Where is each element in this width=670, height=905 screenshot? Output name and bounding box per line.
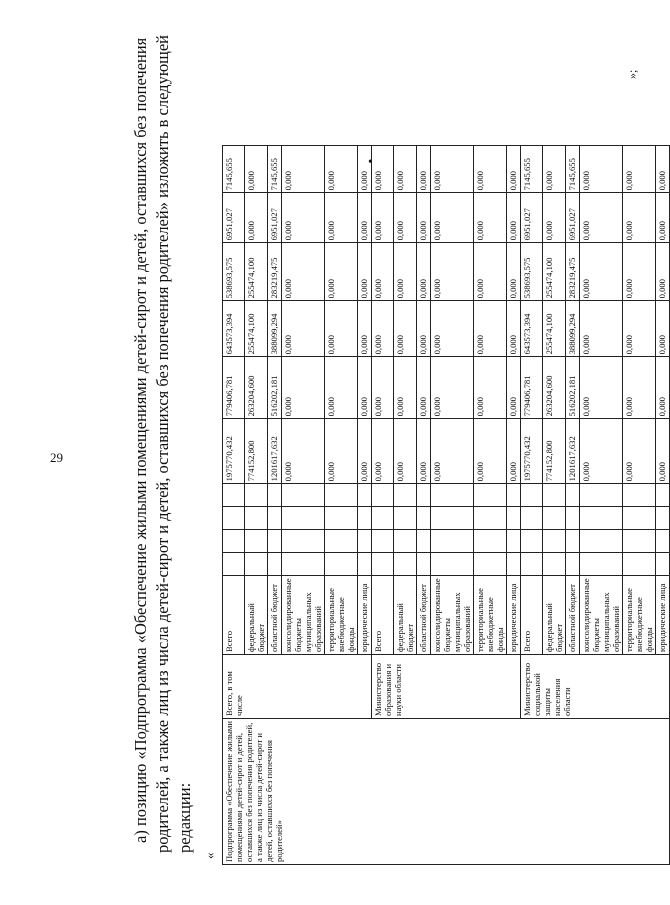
- empty-cell: [223, 530, 245, 553]
- value-cell: 1201617,632: [268, 419, 282, 484]
- value-cell: 0,000: [417, 419, 431, 484]
- value-cell: 0,000: [623, 419, 656, 484]
- value-cell: 0,000: [431, 357, 474, 419]
- value-cell: 388099,294: [268, 301, 282, 357]
- funding-source-cell: юридические лица: [656, 576, 670, 655]
- value-cell: 516202,181: [566, 357, 580, 419]
- empty-cell: [223, 553, 245, 576]
- funding-source-cell: территориальные внебюджетные фонды: [474, 576, 507, 655]
- empty-cell: [394, 530, 417, 553]
- table-row: [223, 146, 245, 865]
- empty-cell: [507, 507, 521, 530]
- value-cell: 0,000: [282, 193, 325, 243]
- value-cell: 1975770,432: [521, 419, 543, 484]
- empty-cell: [543, 553, 566, 576]
- value-cell: 0,000: [358, 146, 372, 193]
- value-cell: 1201617,632: [566, 419, 580, 484]
- value-cell: 0,000: [358, 357, 372, 419]
- empty-cell: [358, 553, 372, 576]
- value-cell: 0,000: [623, 243, 656, 301]
- value-cell: 0,000: [431, 193, 474, 243]
- empty-cell: [268, 507, 282, 530]
- empty-cell: [521, 484, 543, 507]
- value-cell: 0,000: [474, 193, 507, 243]
- value-cell: 7145,655: [223, 146, 245, 193]
- value-cell: 0,000: [417, 357, 431, 419]
- value-cell: 255474,100: [543, 243, 566, 301]
- empty-cell: [431, 507, 474, 530]
- empty-cell: [656, 484, 670, 507]
- funding-source-cell: Всего: [521, 576, 543, 655]
- value-cell: 7145,655: [566, 146, 580, 193]
- value-cell: 0,000: [417, 301, 431, 357]
- value-cell: 263204,600: [543, 357, 566, 419]
- empty-cell: [394, 484, 417, 507]
- empty-cell: [417, 484, 431, 507]
- budget-table: [222, 145, 670, 865]
- value-cell: 0,000: [372, 301, 394, 357]
- empty-cell: [623, 553, 656, 576]
- value-cell: 538693,575: [521, 243, 543, 301]
- empty-cell: [580, 507, 623, 530]
- value-cell: 6951,027: [521, 193, 543, 243]
- value-cell: 7145,655: [521, 146, 543, 193]
- value-cell: 0,000: [245, 193, 268, 243]
- empty-cell: [507, 530, 521, 553]
- value-cell: 7145,655: [268, 146, 282, 193]
- value-cell: 0,000: [580, 301, 623, 357]
- value-cell: 538693,575: [223, 243, 245, 301]
- empty-cell: [656, 553, 670, 576]
- value-cell: 0,000: [580, 146, 623, 193]
- value-cell: 0,000: [325, 419, 358, 484]
- empty-cell: [282, 507, 325, 530]
- empty-cell: [268, 530, 282, 553]
- empty-cell: [372, 530, 394, 553]
- value-cell: 255474,100: [543, 301, 566, 357]
- value-cell: 0,000: [656, 193, 670, 243]
- empty-cell: [474, 484, 507, 507]
- value-cell: 774152,800: [245, 419, 268, 484]
- value-cell: 0,000: [431, 301, 474, 357]
- value-cell: 283219,475: [566, 243, 580, 301]
- empty-cell: [474, 553, 507, 576]
- value-cell: 0,000: [358, 419, 372, 484]
- empty-cell: [656, 530, 670, 553]
- empty-cell: [507, 553, 521, 576]
- empty-cell: [474, 530, 507, 553]
- paragraph-line: редакции:: [175, 782, 194, 853]
- empty-cell: [623, 507, 656, 530]
- funding-source-cell: федеральный бюджет: [394, 576, 417, 655]
- value-cell: 0,000: [394, 419, 417, 484]
- funding-source-cell: федеральный бюджет: [245, 576, 268, 655]
- empty-cell: [282, 553, 325, 576]
- value-cell: 0,000: [394, 357, 417, 419]
- value-cell: 0,000: [543, 146, 566, 193]
- empty-cell: [325, 553, 358, 576]
- value-cell: 0,000: [325, 193, 358, 243]
- empty-cell: [394, 553, 417, 576]
- value-cell: 0,000: [372, 243, 394, 301]
- value-cell: 0,000: [474, 357, 507, 419]
- empty-cell: [372, 507, 394, 530]
- empty-cell: [223, 507, 245, 530]
- empty-cell: [580, 484, 623, 507]
- value-cell: 0,000: [417, 193, 431, 243]
- funding-source-cell: консолидированные бюджеты муниципальных образований: [431, 576, 474, 655]
- value-cell: 0,000: [325, 357, 358, 419]
- value-cell: 0,000: [394, 193, 417, 243]
- value-cell: 0,000: [245, 146, 268, 193]
- empty-cell: [372, 553, 394, 576]
- value-cell: 0,000: [474, 243, 507, 301]
- empty-cell: [282, 484, 325, 507]
- value-cell: 0,000: [507, 146, 521, 193]
- executor-cell: Министерство образования и науки области: [372, 655, 521, 719]
- funding-source-cell: территориальные внебюджетные фонды: [325, 576, 358, 655]
- amendment-paragraph: [130, 34, 196, 853]
- value-cell: 0,000: [507, 243, 521, 301]
- funding-source-cell: юридические лица: [507, 576, 521, 655]
- opening-quote: «: [202, 852, 217, 859]
- value-cell: 0,000: [394, 243, 417, 301]
- value-cell: 0,000: [656, 419, 670, 484]
- value-cell: 0,000: [580, 357, 623, 419]
- value-cell: 0,000: [282, 243, 325, 301]
- value-cell: 0,000: [623, 146, 656, 193]
- value-cell: 0,000: [372, 146, 394, 193]
- empty-cell: [566, 530, 580, 553]
- empty-cell: [282, 530, 325, 553]
- value-cell: 0,000: [282, 357, 325, 419]
- value-cell: 0,000: [325, 301, 358, 357]
- value-cell: 516202,181: [268, 357, 282, 419]
- value-cell: 0,000: [580, 193, 623, 243]
- funding-source-cell: областной бюджет: [268, 576, 282, 655]
- value-cell: 0,000: [282, 301, 325, 357]
- value-cell: 0,000: [431, 419, 474, 484]
- value-cell: 774152,800: [543, 419, 566, 484]
- empty-cell: [358, 507, 372, 530]
- empty-cell: [521, 530, 543, 553]
- empty-cell: [245, 530, 268, 553]
- value-cell: 0,000: [372, 193, 394, 243]
- value-cell: 0,000: [372, 419, 394, 484]
- empty-cell: [268, 484, 282, 507]
- empty-cell: [431, 553, 474, 576]
- empty-cell: [325, 507, 358, 530]
- value-cell: 643573,394: [521, 301, 543, 357]
- value-cell: 0,000: [543, 193, 566, 243]
- value-cell: 255474,100: [245, 243, 268, 301]
- executor-cell: Всего, в том числе: [223, 655, 372, 719]
- value-cell: 0,000: [417, 146, 431, 193]
- value-cell: 0,000: [507, 193, 521, 243]
- program-name-cell: Подпрограмма «Обеспечение жилыми помещениями детей-сирот и детей, оставшихся без попечения родителей, а также лиц из числа детей-сирот и детей, оставшихся без попечения родителей»: [223, 719, 670, 865]
- empty-cell: [372, 484, 394, 507]
- empty-cell: [358, 530, 372, 553]
- rotated-page-content: [130, 34, 667, 865]
- funding-source-cell: территориальные внебюджетные фонды: [623, 576, 656, 655]
- funding-source-cell: Всего: [223, 576, 245, 655]
- funding-source-cell: юридические лица: [358, 576, 372, 655]
- empty-cell: [245, 553, 268, 576]
- value-cell: 0,000: [282, 146, 325, 193]
- value-cell: 0,000: [358, 301, 372, 357]
- value-cell: 0,000: [372, 357, 394, 419]
- value-cell: 0,000: [656, 146, 670, 193]
- value-cell: 0,000: [431, 146, 474, 193]
- closing-quote: »;: [625, 69, 639, 79]
- empty-cell: [245, 507, 268, 530]
- empty-cell: [580, 530, 623, 553]
- funding-source-cell: областной бюджет: [566, 576, 580, 655]
- paragraph-line: родителей, а также лиц из числа детей-сирот и детей, оставшихся без попечения родителей» изложить в следующей: [153, 34, 172, 853]
- value-cell: 0,000: [282, 419, 325, 484]
- empty-cell: [507, 484, 521, 507]
- value-cell: 0,000: [474, 301, 507, 357]
- value-cell: 255474,100: [245, 301, 268, 357]
- empty-cell: [417, 530, 431, 553]
- empty-cell: [580, 553, 623, 576]
- page-number: 29: [50, 450, 63, 465]
- empty-cell: [521, 507, 543, 530]
- value-cell: 6951,027: [268, 193, 282, 243]
- empty-cell: [358, 484, 372, 507]
- value-cell: 263204,600: [245, 357, 268, 419]
- empty-cell: [566, 507, 580, 530]
- empty-cell: [431, 530, 474, 553]
- empty-cell: [543, 484, 566, 507]
- value-cell: 0,000: [474, 146, 507, 193]
- value-cell: 6951,027: [223, 193, 245, 243]
- funding-source-cell: консолидированные бюджеты муниципальных образований: [580, 576, 623, 655]
- stray-mark: •: [368, 155, 373, 170]
- value-cell: 0,000: [358, 243, 372, 301]
- executor-cell: Министерство социальной защиты населения области: [521, 655, 670, 719]
- empty-cell: [623, 484, 656, 507]
- value-cell: 0,000: [417, 243, 431, 301]
- budget-table-body: [223, 146, 670, 865]
- value-cell: 283219,475: [268, 243, 282, 301]
- value-cell: 0,000: [623, 301, 656, 357]
- value-cell: 0,000: [394, 301, 417, 357]
- value-cell: 0,000: [623, 193, 656, 243]
- empty-cell: [325, 530, 358, 553]
- empty-cell: [566, 484, 580, 507]
- empty-cell: [417, 507, 431, 530]
- value-cell: 0,000: [656, 301, 670, 357]
- value-cell: 779406,781: [521, 357, 543, 419]
- value-cell: 0,000: [656, 357, 670, 419]
- empty-cell: [394, 507, 417, 530]
- value-cell: 0,000: [580, 419, 623, 484]
- value-cell: 0,000: [474, 419, 507, 484]
- value-cell: 0,000: [507, 357, 521, 419]
- value-cell: 0,000: [580, 243, 623, 301]
- value-cell: 0,000: [507, 301, 521, 357]
- value-cell: 6951,027: [566, 193, 580, 243]
- empty-cell: [417, 553, 431, 576]
- value-cell: 1975770,432: [223, 419, 245, 484]
- empty-cell: [268, 553, 282, 576]
- value-cell: 0,000: [623, 357, 656, 419]
- empty-cell: [566, 553, 580, 576]
- funding-source-cell: Всего: [372, 576, 394, 655]
- empty-cell: [521, 553, 543, 576]
- funding-source-cell: федеральный бюджет: [543, 576, 566, 655]
- value-cell: 643573,394: [223, 301, 245, 357]
- value-cell: 0,000: [507, 419, 521, 484]
- value-cell: 0,000: [325, 243, 358, 301]
- empty-cell: [223, 484, 245, 507]
- empty-cell: [543, 530, 566, 553]
- empty-cell: [656, 507, 670, 530]
- value-cell: 0,000: [656, 243, 670, 301]
- empty-cell: [543, 507, 566, 530]
- value-cell: 388099,294: [566, 301, 580, 357]
- value-cell: 0,000: [431, 243, 474, 301]
- empty-cell: [245, 484, 268, 507]
- funding-source-cell: областной бюджет: [417, 576, 431, 655]
- empty-cell: [623, 530, 656, 553]
- value-cell: 0,000: [394, 146, 417, 193]
- value-cell: 0,000: [325, 146, 358, 193]
- empty-cell: [325, 484, 358, 507]
- funding-source-cell: консолидированные бюджеты муниципальных образований: [282, 576, 325, 655]
- value-cell: 0,000: [358, 193, 372, 243]
- empty-cell: [474, 507, 507, 530]
- value-cell: 779406,781: [223, 357, 245, 419]
- empty-cell: [431, 484, 474, 507]
- paragraph-line: а) позицию «Подпрограмма «Обеспечение жилыми помещениями детей-сирот и детей, оставшихся без попечения: [131, 37, 150, 843]
